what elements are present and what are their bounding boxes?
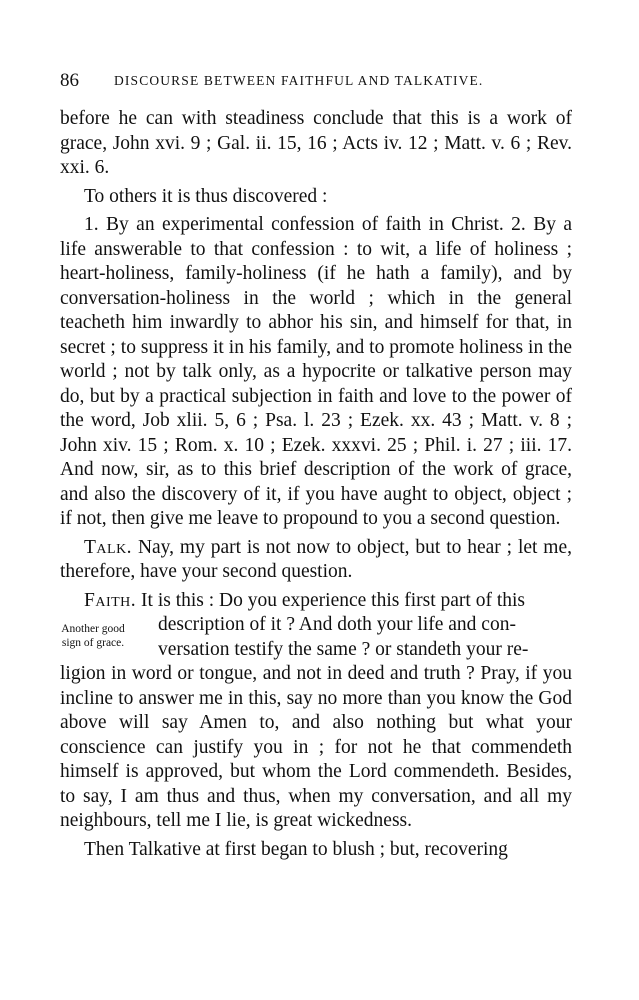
margin-note-line-2: sign of grace. xyxy=(61,636,125,649)
paragraph-6: Then Talkative at first began to blush ; but, recovering xyxy=(84,838,508,860)
speaker-faith: Faith. xyxy=(84,589,137,611)
paragraph-4-text: Nay, my part is not now to object, but to hear ; let me, therefore, have your second question. xyxy=(60,536,572,582)
paragraph-5-line-3: versation testify the same ? or standeth your re- xyxy=(158,638,529,660)
speaker-talk: Talk. xyxy=(84,536,133,558)
paragraph-5-rest: ligion in word or tongue, and not in deed and truth ? Pray, if you incline to answer me in this, say no more than you know the God above will say Amen to, and also nothing but what your conscience can justify you in ; for not he that commendeth himself is approved, but whom the Lord commendeth. Besides, to say, I am thus and thus, when my conversation, and all my neighbours, tell me I lie, is great wickedness. xyxy=(60,663,572,831)
paragraph-3: 1. By an experimental confession of faith in Christ. 2. By a life answerable to that confession : to wit, a life of holiness ; heart-holiness, family-holiness (if he hath a family), and by conversation-holiness in the world ; which in the general teacheth him inwardly to abhor his sin, and himself for that, in secret ; to suppress it in his family, and to promote holiness in the world ; not by talk only, as a hypocrite or talkative person may do, but by a practical subjection in faith and love to the power of the word, Job xlii. 5, 6 ; Psa. l. 23 ; Ezek. xx. 43 ; Matt. v. 8 ; John xiv. 15 ; Rom. x. 10 ; Ezek. xxxvi. 25 ; Phil. i. 27 ; iii. 17. And now, sir, as to this brief description of the work of grace, and also the discovery of it, if you have aught to object, object ; if not, then give me leave to propound to you a second question. xyxy=(60,214,572,529)
margin-note xyxy=(38,622,148,650)
paragraph-5 xyxy=(60,589,572,834)
paragraph-5-line-1-text: It is this : Do you experience this first part of this xyxy=(141,589,526,611)
paragraph-5-line-1 xyxy=(60,589,572,614)
paragraph-5-line-2: description of it ? And doth your life and con- xyxy=(158,614,516,635)
page-header xyxy=(60,70,580,94)
paragraph-4 xyxy=(60,536,572,585)
body-text xyxy=(60,107,572,862)
margin-note-line-1: Another good xyxy=(61,622,125,635)
paragraph-2: To others it is thus discovered : xyxy=(84,185,328,207)
page-number: 86 xyxy=(60,70,79,91)
paragraph-1: before he can with steadiness conclude that this is a work of grace, John xvi. 9 ; Gal. ii. 15, 16 ; Acts iv. 12 ; Matt. v. 6 ; Rev. xxi. 6. xyxy=(60,108,572,178)
running-title: DISCOURSE BETWEEN FAITHFUL AND TALKATIVE. xyxy=(114,73,484,88)
